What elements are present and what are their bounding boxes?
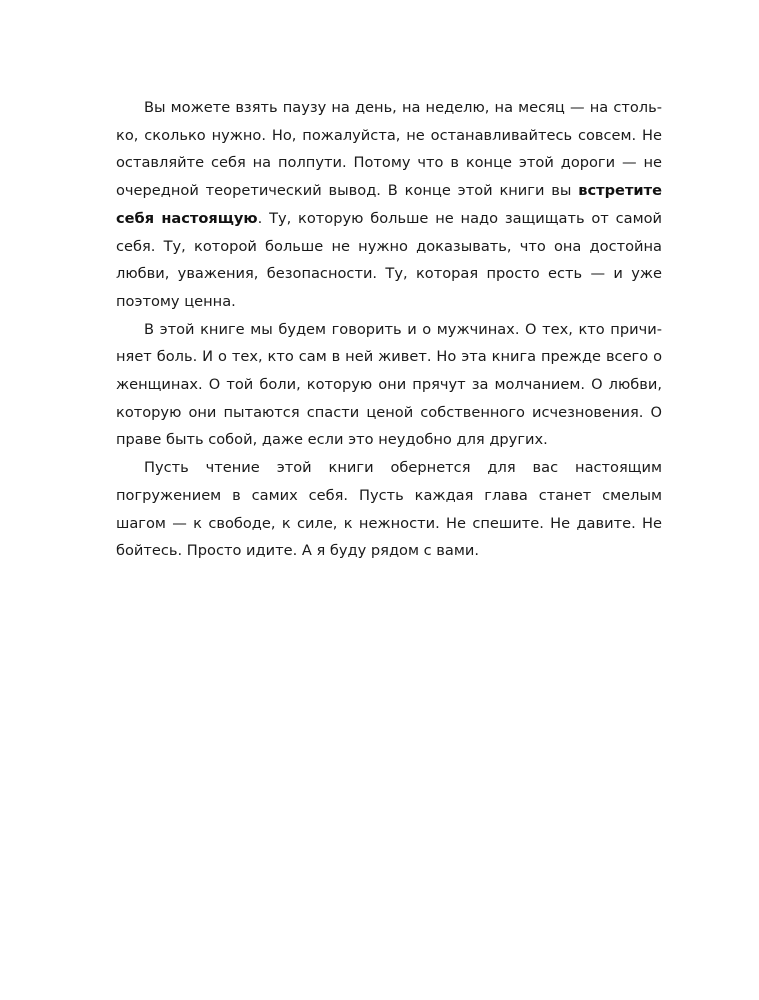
paragraph-1 <box>116 94 662 316</box>
paragraph-3: Пусть чтение этой книги обернется для вас настоящим погружением в самих себя. Пусть каждая глава станет смелым шагом — к свободе, к силе, к нежности. Не спешите. Не давите. Не бойтесь. Просто идите. А я буду рядом с вами. <box>116 459 662 560</box>
paragraph-1-end: . Ту, которую больше не надо защищать от самой себя. Ту, которой больше не нужно доказывать, что она достойна любви, уважения, безопасности. Ту, которая просто есть — и уже поэтому ценна. <box>116 209 662 310</box>
body-text <box>116 94 662 565</box>
paragraph-1-start: Вы можете взять паузу на день, на неделю, на месяц — на столько, сколько нужно. Но, пожалуйста, не останавливайтесь совсем. Не оставляйте себя на полпути. Потому что в конце этой дороги — не очередной теоретический вывод. В конце этой книги вы <box>116 99 662 200</box>
paragraph-2: В этой книге мы будем говорить и о мужчинах. О тех, кто причиняет боль. И о тех, кто сам в ней живет. Но эта книга прежде всего о женщинах. О той боли, которую они прячут за молчанием. О любви, которую они пытаются спасти ценой собственного исчезновения. О праве быть собой, даже если это неудобно для других. <box>116 320 662 449</box>
emphasis-text: встретите себя настоящую <box>116 182 662 227</box>
